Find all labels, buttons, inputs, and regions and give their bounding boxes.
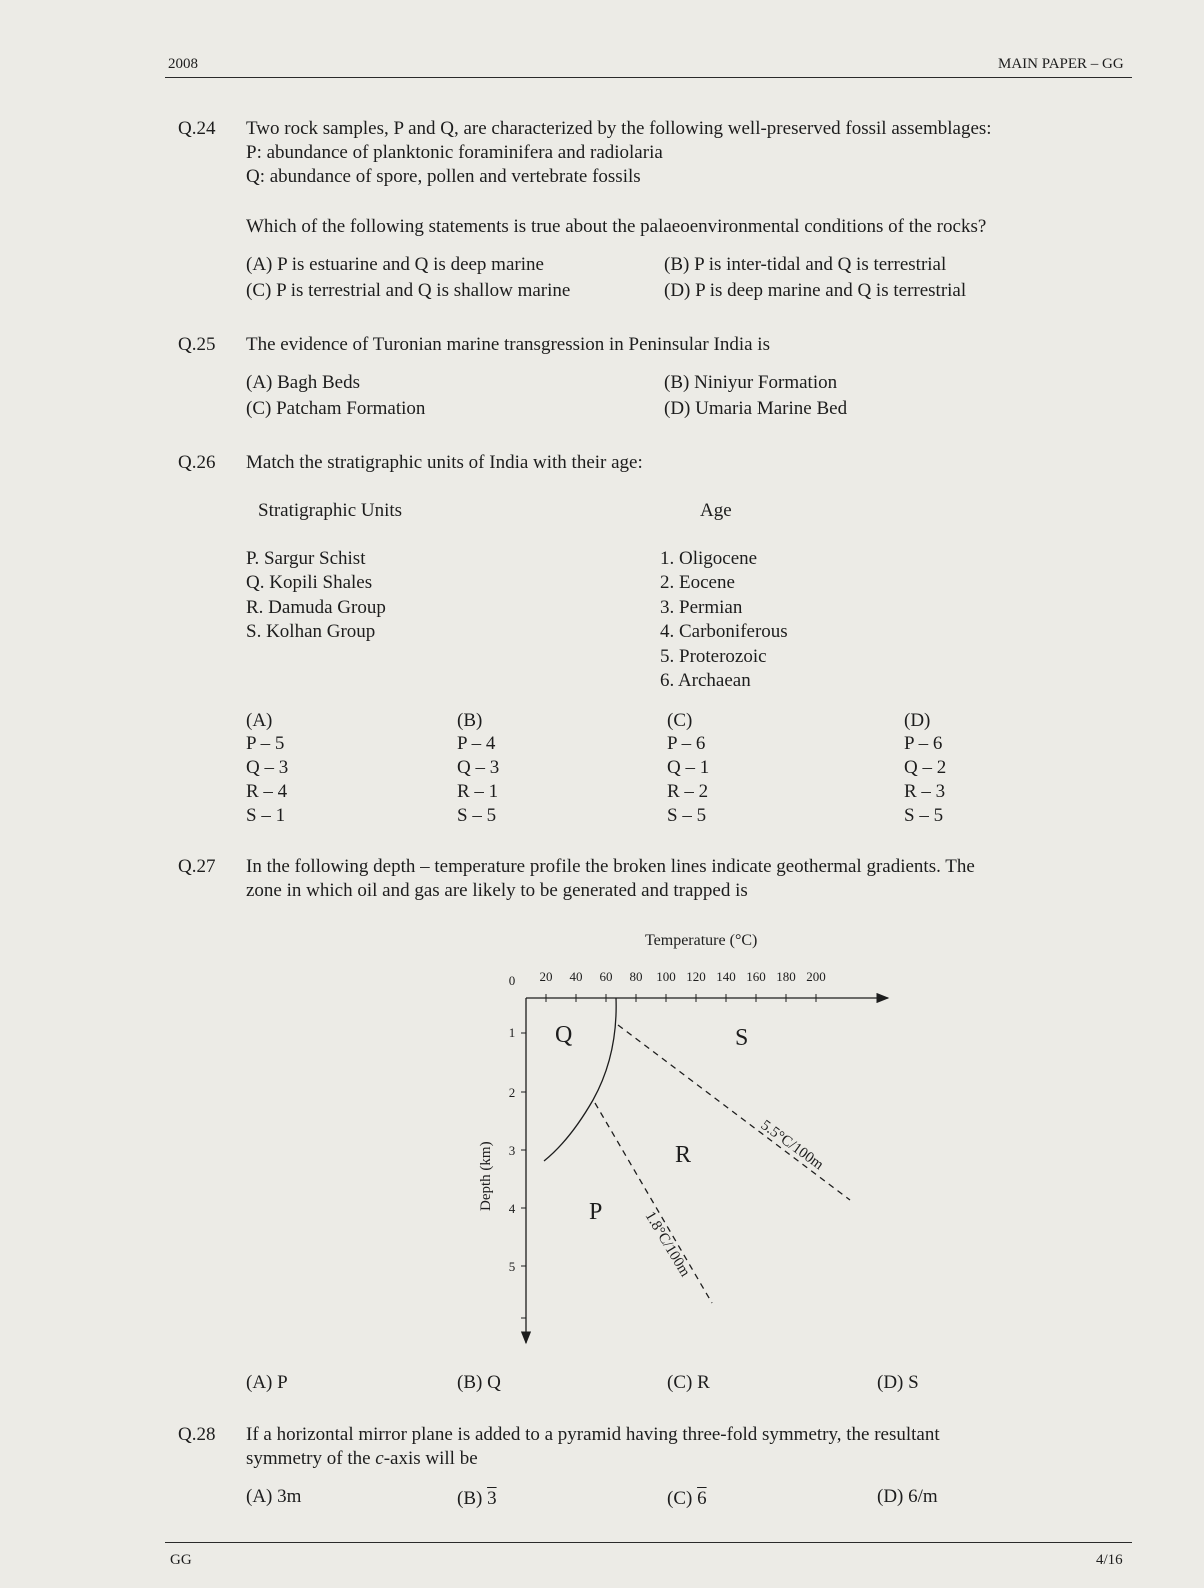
q27-option-a: (A) P (246, 1372, 288, 1393)
q26-unit: R. Damuda Group (246, 597, 386, 618)
zone-label-p: P (589, 1199, 603, 1225)
q24-line2: P: abundance of planktonic foraminifera and radiolaria (246, 142, 663, 163)
y-tick-label: 2 (508, 1085, 516, 1100)
q26-choice-a-line: Q – 3 (246, 757, 289, 778)
y-tick-label: 3 (508, 1143, 516, 1158)
q24-option-b: (B) P is inter-tidal and Q is terrestrial (664, 254, 947, 275)
q24-option-c: (C) P is terrestrial and Q is shallow marine (246, 280, 571, 301)
q26-choice-b-line: Q – 3 (457, 757, 500, 778)
q27-line2: zone in which oil and gas are likely to be generated and trapped is (246, 880, 748, 901)
footer-page: 4/16 (1096, 1552, 1123, 1568)
q26-choice-a-line: S – 1 (246, 805, 286, 826)
q27-option-b: (B) Q (457, 1372, 501, 1393)
x-tick-label: 100 (656, 969, 676, 984)
q26-unit: Q. Kopili Shales (246, 572, 373, 593)
q25-option-d: (D) Umaria Marine Bed (664, 398, 848, 419)
q26-choice-d-line: Q – 2 (904, 757, 947, 778)
gradient-label-high: 5.5°C/100m (757, 1117, 827, 1174)
q26-unit: S. Kolhan Group (246, 621, 376, 642)
header-paper: MAIN PAPER – GG (998, 56, 1124, 72)
x-tick-label: 120 (686, 969, 706, 984)
gradient-line-high (618, 1025, 850, 1200)
gradient-line-low (595, 1103, 712, 1303)
q28-option-d: (D) 6/m (877, 1486, 938, 1507)
y-tick-label: 4 (508, 1201, 516, 1216)
x-tick-label: 60 (599, 969, 613, 984)
x-tick-label: 160 (746, 969, 766, 984)
q26-age: 2. Eocene (660, 572, 735, 593)
q27-option-c: (C) R (667, 1372, 710, 1393)
y-tick-label: 1 (508, 1025, 516, 1040)
q26-choice-b-line: R – 1 (457, 781, 499, 802)
x-tick-label: 20 (539, 969, 553, 984)
q26-choice-c-line: S – 5 (667, 805, 707, 826)
zone-label-q: Q (555, 1022, 573, 1048)
header-year: 2008 (168, 56, 198, 72)
y-tick-label: 5 (508, 1259, 516, 1274)
q26-age-heading: Age (700, 500, 732, 521)
q26-choice-c-line: Q – 1 (667, 757, 710, 778)
q28-option-b: (B) 3 (457, 1488, 497, 1509)
x-tick-label: 180 (776, 969, 796, 984)
q26-age: 4. Carboniferous (660, 621, 788, 642)
x-tick-label: 140 (716, 969, 736, 984)
q26-choice-b-line: S – 5 (457, 805, 497, 826)
x-tick-label: 200 (806, 969, 826, 984)
q26-choice-b-line: P – 4 (457, 733, 496, 754)
q24-number: Q.24 (178, 118, 216, 139)
gradient-label-low: 1.8°C/100m (641, 1208, 693, 1280)
q26-units-heading: Stratigraphic Units (258, 500, 403, 521)
q25-number: Q.25 (178, 334, 216, 355)
q24-line3: Q: abundance of spore, pollen and vertebrate fossils (246, 166, 641, 187)
q26-choice-d-line: R – 3 (904, 781, 946, 802)
q27-line1: In the following depth – temperature profile the broken lines indicate geothermal gradients. The (246, 856, 975, 877)
q25-text: The evidence of Turonian marine transgression in Peninsular India is (246, 334, 770, 355)
footer-code: GG (170, 1552, 192, 1568)
y-tick-label: 0 (508, 973, 516, 988)
y-axis-title: Depth (km) (478, 1141, 494, 1211)
q26-choice-a-label: (A) (246, 710, 273, 731)
q26-age: 1. Oligocene (660, 548, 758, 569)
q26-choice-d-line: S – 5 (904, 805, 944, 826)
x-axis-title: Temperature (°C) (645, 932, 758, 949)
q27-option-d: (D) S (877, 1372, 919, 1393)
q24-line1: Two rock samples, P and Q, are characterized by the following well-preserved fossil assemblages: (246, 118, 992, 139)
q26-unit: P. Sargur Schist (246, 548, 366, 569)
q26-number: Q.26 (178, 452, 216, 473)
q24-option-a: (A) P is estuarine and Q is deep marine (246, 254, 544, 275)
q28-number: Q.28 (178, 1424, 216, 1445)
depth-temperature-diagram (460, 925, 900, 1355)
zone-label-s: S (735, 1025, 749, 1051)
x-tick-label: 80 (629, 969, 643, 984)
q28-option-c: (C) 6 (667, 1488, 707, 1509)
q26-choice-a-line: P – 5 (246, 733, 285, 754)
q28-line1: If a horizontal mirror plane is added to a pyramid having three-fold symmetry, the resultant (246, 1424, 940, 1445)
q26-text: Match the stratigraphic units of India with their age: (246, 452, 643, 473)
q26-choice-c-label: (C) (667, 710, 693, 731)
q25-option-b: (B) Niniyur Formation (664, 372, 838, 393)
q25-option-c: (C) Patcham Formation (246, 398, 426, 419)
q26-age: 3. Permian (660, 597, 743, 618)
q24-option-d: (D) P is deep marine and Q is terrestrial (664, 280, 967, 301)
q26-age: 5. Proterozoic (660, 646, 767, 667)
q26-choice-d-label: (D) (904, 710, 931, 731)
y-ticks (521, 1033, 526, 1318)
q28-option-a: (A) 3m (246, 1486, 302, 1507)
zone-label-r: R (675, 1142, 692, 1168)
q26-choice-c-line: P – 6 (667, 733, 706, 754)
q26-choice-d-line: P – 6 (904, 733, 943, 754)
q26-choice-c-line: R – 2 (667, 781, 709, 802)
q25-option-a: (A) Bagh Beds (246, 372, 360, 393)
q26-choice-b-label: (B) (457, 710, 483, 731)
header-rule (165, 77, 1132, 78)
footer-rule (165, 1542, 1132, 1543)
q26-choice-a-line: R – 4 (246, 781, 288, 802)
q24-question: Which of the following statements is true about the palaeoenvironmental conditions of the rocks? (246, 216, 987, 237)
x-tick-label: 40 (569, 969, 583, 984)
q26-age: 6. Archaean (660, 670, 751, 691)
q28-line2: symmetry of the c-axis will be (246, 1448, 478, 1469)
q27-number: Q.27 (178, 856, 216, 877)
